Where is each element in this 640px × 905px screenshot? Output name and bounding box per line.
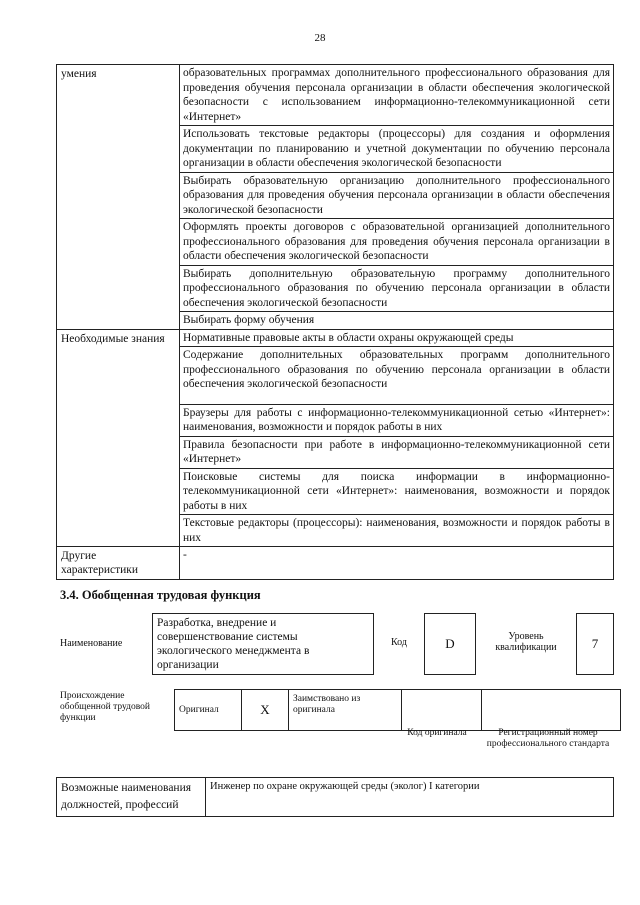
other-characteristics-label: Другие характеристики	[57, 547, 180, 580]
positions-value: Инженер по охране окружающей среды (эколог) I категории	[206, 778, 614, 817]
knowledge-label: Необходимые знания	[57, 329, 180, 547]
name-label: Наименование	[60, 638, 123, 649]
original-mark: X	[242, 690, 289, 731]
skill-item: образовательных программах дополнительного профессионального образования для проведения обучения персонала организации в области обеспечения экологической безопасности с использованием информационно-телекоммуникационной сети «Интернет»	[180, 65, 614, 126]
code-label: Код	[391, 637, 407, 648]
level-box	[576, 613, 614, 675]
skill-item: Выбирать образовательную организацию дополнительного профессионального образования для проведения обучения персонала организации в области обеспечения экологической безопасности	[180, 172, 614, 219]
code-box	[424, 613, 476, 675]
skill-item: Выбирать форму обучения	[180, 312, 614, 330]
skill-item: Оформлять проекты договоров с образовательной организацией дополнительного профессионального образования для проведения обучения персонала организации в области обеспечения экологической безопасности	[180, 219, 614, 266]
knowledge-item: Поисковые системы для поиска информации в информационно-телекоммуникационной сети «Интернет»: наименования, возможности и порядок работы в них	[180, 468, 614, 515]
skill-item: Выбирать дополнительную образовательную программу дополнительного профессионального образования по обучению персонала организации в области обеспечения экологической безопасности	[180, 265, 614, 312]
skills-label: умения	[57, 65, 180, 330]
code-original-caption: Код оригинала	[407, 728, 467, 738]
original-label: Оригинал	[175, 690, 242, 731]
code-value: D	[445, 636, 455, 651]
positions-table	[56, 777, 614, 817]
level-value: 7	[591, 636, 599, 651]
origin-table	[174, 689, 621, 731]
positions-label: Возможные наименования должностей, профессий	[57, 778, 206, 817]
knowledge-item: Браузеры для работы с информационно-телекоммуникационной сетью «Интернет»: наименования, возможности и порядок работы в них	[180, 404, 614, 436]
skills-knowledge-table	[56, 64, 614, 580]
knowledge-item: Содержание дополнительных образовательных программ дополнительного профессионального образования по обучению персонала организации в области обеспечения экологической безопасности	[180, 347, 614, 405]
knowledge-item: Правила безопасности при работе в информационно-телекоммуникационной сети «Интернет»	[180, 436, 614, 468]
level-label: Уровень квалификации	[495, 631, 557, 653]
origin-label: Происхождение обобщенной трудовой функции	[60, 691, 150, 723]
knowledge-item: Нормативные правовые акты в области охраны окружающей среды	[180, 329, 614, 347]
reg-number-cell	[482, 690, 621, 731]
page-number: 28	[314, 32, 326, 44]
borrowed-label: Заимствовано из оригинала	[289, 690, 402, 731]
section-title: 3.4. Обобщенная трудовая функция	[60, 588, 261, 602]
code-original-cell	[402, 690, 482, 731]
skill-item: Использовать текстовые редакторы (процессоры) для создания и оформления документации по планированию и учетной документации по обучению персонала организации в области обеспечения экологической безопасности	[180, 126, 614, 173]
reg-number-caption: Регистрационный номер профессионального стандарта	[486, 728, 610, 749]
function-name-box: Разработка, внедрение и совершенствование системы экологического менеджмента в организации	[152, 613, 374, 675]
other-characteristics-value: -	[180, 547, 614, 580]
knowledge-item: Текстовые редакторы (процессоры): наименования, возможности и порядок работы в них	[180, 515, 614, 547]
